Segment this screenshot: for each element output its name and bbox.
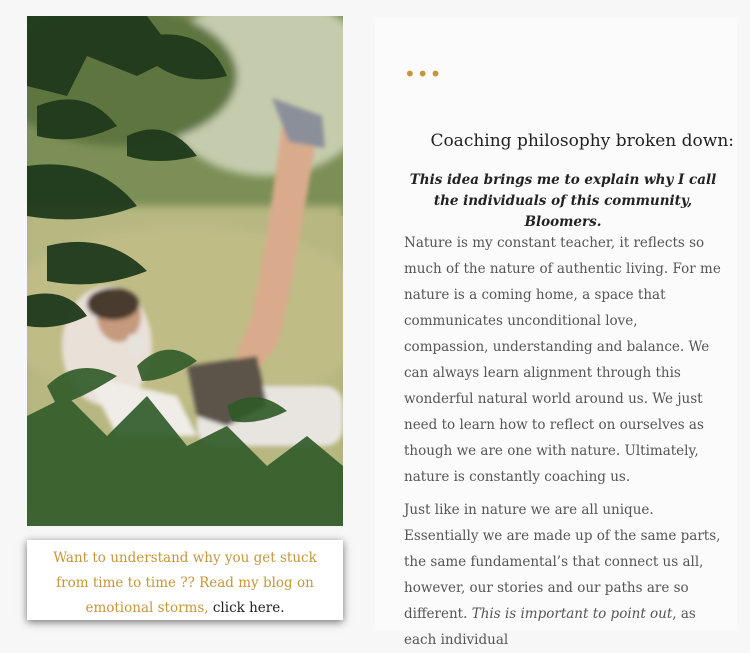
- intro-statement: This idea brings me to explain why I call the individuals of this community, Bloomers.: [409, 172, 717, 230]
- section-heading: Coaching philosophy broken down:: [430, 131, 734, 151]
- paragraph-unique-end: , as each individual: [404, 606, 696, 648]
- blog-promo-caption: [27, 540, 343, 620]
- click-here-link[interactable]: click here.: [212, 600, 285, 616]
- woman-leg-raise-photo: [27, 16, 343, 526]
- ellipsis-dots-icon: •••: [404, 62, 443, 86]
- hero-photo: [27, 16, 343, 526]
- paragraph-nature-teacher: Nature is my constant teacher, it reflects so much of the nature of authentic living. For me nature is a coming home, a space that communicates unconditional love, compassion, understanding and balance. We can always learn alignment through this wonderful natural world around us. We just need to learn how to reflect on ourselves as though we are one with nature. Ultimately, nature is constantly coaching us.: [404, 235, 721, 485]
- paragraph-unique-italic: This is important to point out: [471, 606, 673, 622]
- blog-promo-text: Want to understand why you get stuck from time to time ?? Read my blog on emotional storms,: [53, 550, 317, 616]
- paragraph-unique-start: Just like in nature we are all unique. Essentially we are made up of the same parts, the same fundamental’s that connect us all, however, our stories and our paths are so different.: [404, 502, 721, 622]
